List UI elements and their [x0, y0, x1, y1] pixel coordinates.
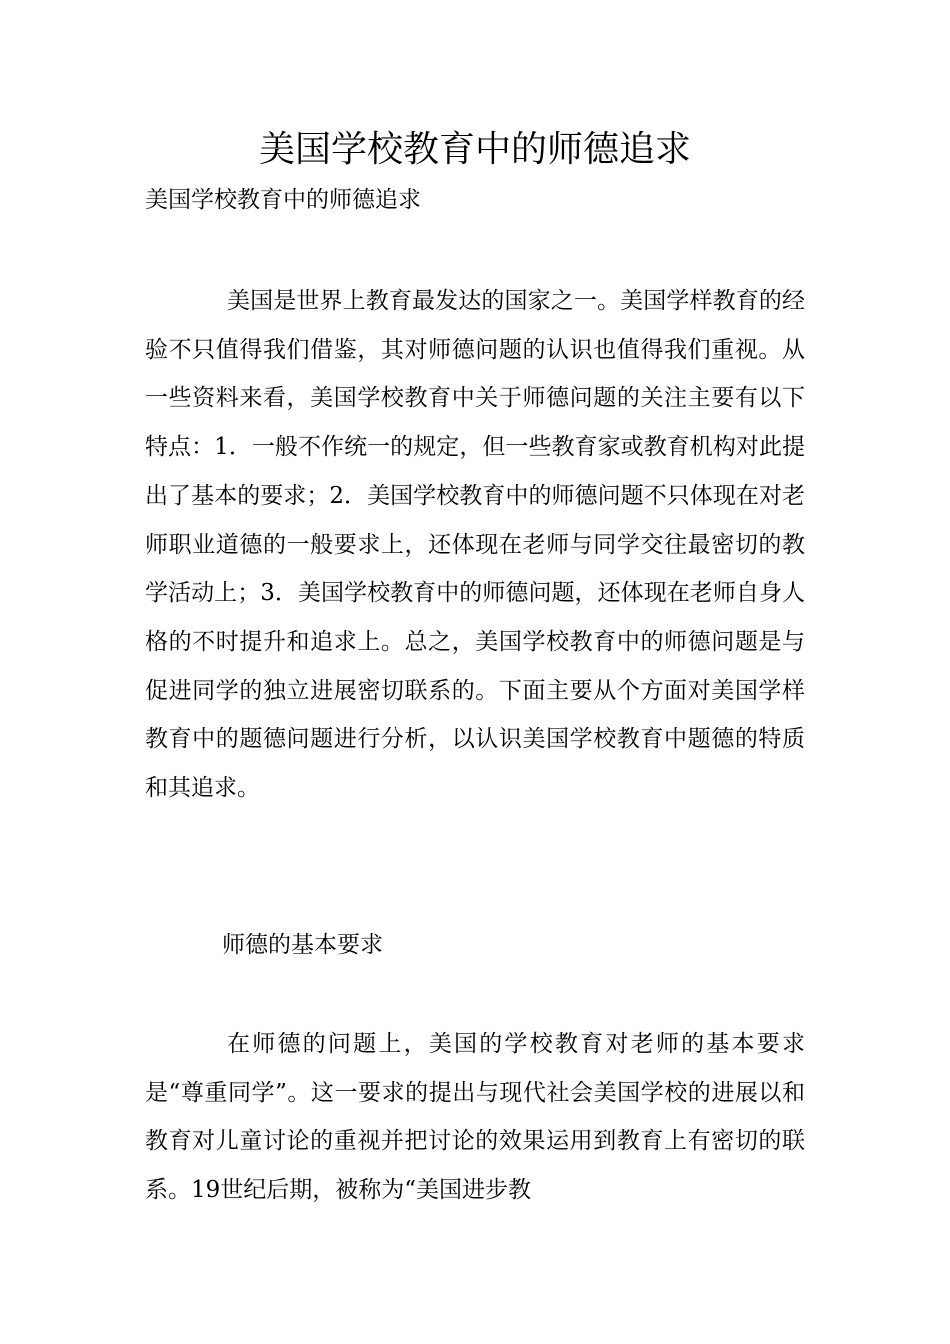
section-heading: 师德的基本要求	[222, 932, 383, 958]
document-subtitle: 美国学校教育中的师德追求	[145, 187, 421, 213]
document-title: 美国学校教育中的师德追求	[258, 129, 691, 170]
body-paragraph-2: 在师德的问题上，美国的学校教育对老师的基本要求是“尊重同学”。这一要求的提出与现代社会美国学校的进展以和教育对儿童讨论的重视并把讨论的效果运用到教育上有密切的联系。19世纪后期，被称为“美国进步教	[145, 1031, 805, 1204]
body-paragraph-1: 美国是世界上教育最发达的国家之一。美国学样教育的经验不只值得我们借鉴，其对师德问题的认识也值得我们重视。从一些资料来看，美国学校教育中关于师德问题的关注主要有以下特点：1．一般不作统一的规定，但一些教育家或教育机构对此提出了基本的要求；2．美国学校教育中的师德问题不只体现在对老师职业道德的一般要求上，还体现在老师与同学交往最密切的教学活动上；3．美国学校教育中的师德问题，还体现在老师自身人格的不时提升和追求上。总之，美国学校教育中的师德问题是与促进同学的独立进展密切联系的。下面主要从个方面对美国学样教育中的题德问题进行分析，以认识美国学校教育中题德的特质和其追求。	[145, 288, 805, 802]
